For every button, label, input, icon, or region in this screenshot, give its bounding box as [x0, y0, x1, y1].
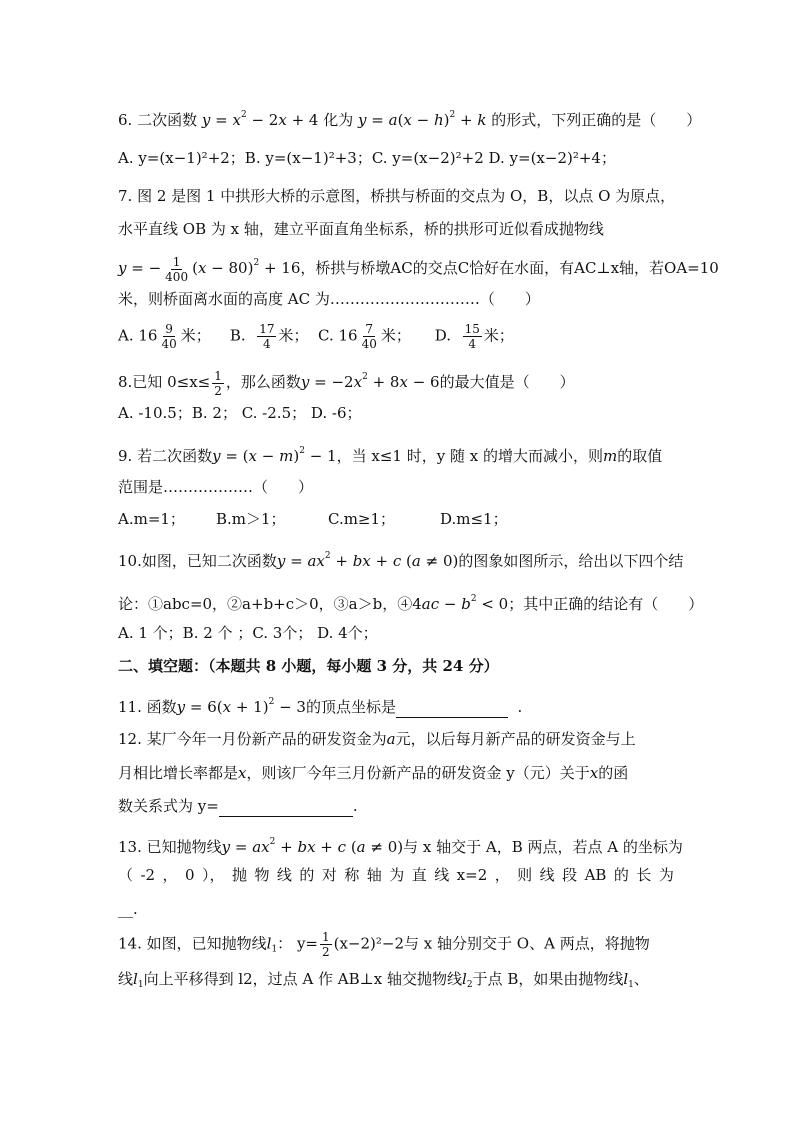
q7-line-2: 水平直线 OB 为 x 轴，建立平面直角坐标系，桥的拱形可近似看成抛物线	[118, 220, 604, 238]
q7-option-c: C. 16	[318, 326, 358, 345]
q13-text: 13. 已知抛物线	[118, 838, 222, 856]
q12-line-3: 数关系式为 y= .	[118, 797, 358, 815]
q13-line-2: （ -2 ， 0 ）， 抛 物 线 的 对 称 轴 为 直 线 x=2 ， 则 线 段 AB 的 长 为	[118, 866, 674, 884]
q7-option-a: A. 16	[118, 326, 158, 345]
q9-option-a: A.m=1；	[118, 510, 185, 528]
q7-line-1: 7. 图 2 是图 1 中拱形大桥的示意图，桥拱与桥面的交点为 O，B，以点 O 为原点，	[118, 187, 676, 205]
q8-text: 8.已知 0≤x≤	[118, 373, 211, 391]
q12-line-1: 12. 某厂今年一月份新产品的研发资金为a元，以后每月新产品的研发资金与上	[118, 730, 636, 748]
question-11: 11. 函数$y = 6(x + 1)^2 - 3$的顶点坐标是 .	[118, 697, 523, 716]
q7-option-d: D.	[434, 326, 452, 345]
q14-text: 14. 如图，已知抛物线	[118, 934, 267, 953]
q7-line-3: y = − $\frac{1}{400}$ $(x - 80)^2 + 16$，桥拱与桥墩AC的交点C恰好在水面，有AC⊥x轴，若OA=10	[118, 254, 719, 284]
question-8: 8.已知 0≤x≤ $\frac{1}{2}$ ，那么函数$y = -2x^2 + 8x - 6$的最大值是（ ）	[118, 368, 575, 398]
q6-options: A. y=(x−1)²+2；B. y=(x−1)²+3；C. y=(x−2)²+2 D. y=(x−2)²+4；	[118, 149, 616, 167]
q6-formula-2: y	[358, 111, 367, 129]
q11-answer-blank[interactable]	[396, 701, 508, 718]
q12-text: 12. 某厂今年一月份新产品的研发资金为	[118, 730, 387, 748]
q7-options: A. 16 $\frac{9}{40}$ 米； B. $\frac{17}{4}$ 米； C. 16 $\frac{7}{40}$ 米； D. $\frac{15}{4}$ 米；	[118, 322, 514, 351]
question-6: 6. 二次函数 $y = x^2 - 2x + 4$ 化为 $y = a(x - h)^2 + k$ 的形式，下列正确的是（ ）	[118, 110, 702, 129]
section-2-title: 二、填空题：（本题共 8 小题，每小题 3 分，共 24 分）	[118, 657, 499, 675]
q10-options: A. 1 个；B. 2 个 ；C. 3个； D. 4个；	[118, 624, 378, 642]
q9-option-d: D.m≤1；	[440, 510, 508, 528]
q9-option-b: B.m＞1；	[216, 510, 286, 528]
question-10: 10.如图，已知二次函数$y = ax^2$ + bx + c (a ≠ 0)的图象如图所示，给出以下四个结	[118, 551, 684, 570]
q9-text: 9. 若二次函数	[118, 447, 213, 465]
question-9: 9. 若二次函数$y = (x - m)^2 - 1$，当 x≤1 时，y 随 x 的增大而减小，则m的取值	[118, 446, 663, 465]
q12-answer-blank[interactable]	[219, 800, 353, 817]
q11-text: 11. 函数	[118, 698, 177, 716]
q6-text-mid: 化为	[323, 111, 354, 129]
q6-text: 6. 二次函数	[118, 111, 198, 129]
q14-line-2: 线$l_1$向上平移得到 l2，过点 A 作 AB⊥x 轴交抛物线$l_2$于点 B，如果由抛物线$l_1$、	[118, 970, 649, 990]
q10-line-2: 论：①abc=0，②a+b+c＞0，③a＞b，④4ac − $b^2 < 0$；其中正确的结论有（ ）	[118, 594, 704, 613]
q7-line-4: 米，则桥面离水面的高度 AC 为…………………………（ ）	[118, 290, 540, 308]
q9-option-c: C.m≥1；	[328, 510, 396, 528]
q13-line-1: 13. 已知抛物线$y = ax^2$ + bx + c (a ≠ 0)与 x 轴交于 A，B 两点，若点 A 的坐标为	[118, 837, 683, 856]
q12-line-2: 月相比增长率都是x，则该厂今年三月份新产品的研发资金 y（元）关于x的函	[118, 764, 629, 782]
q7-line-3-text: ，桥拱与桥墩AC的交点C恰好在水面，有AC⊥x轴，若OA=10	[300, 259, 719, 277]
q7-fraction: $\frac{1}{400}$	[165, 254, 189, 284]
q14-fraction: $\frac{1}{2}$	[321, 930, 330, 959]
q7-option-b: B.	[229, 326, 246, 345]
q8-fraction: $\frac{1}{2}$	[214, 368, 222, 398]
q6-formula-1: y	[201, 111, 211, 129]
q6-text-post: 的形式，下列正确的是（ ）	[491, 111, 702, 129]
q9-options	[118, 508, 508, 530]
q10-text: 10.如图，已知二次函数	[118, 552, 277, 570]
q13-line-3: __.	[118, 900, 138, 918]
q8-options: A. -10.5；B. 2； C. -2.5； D. -6；	[118, 404, 362, 422]
q14-line-1: 14. 如图，已知抛物线$l_1$： y= $\frac{1}{2}$ (x−2)²−2与 x 轴分别交于 O、A 两点，将抛物	[118, 930, 650, 959]
q9-line-2: 范围是………………（ ）	[118, 478, 314, 496]
